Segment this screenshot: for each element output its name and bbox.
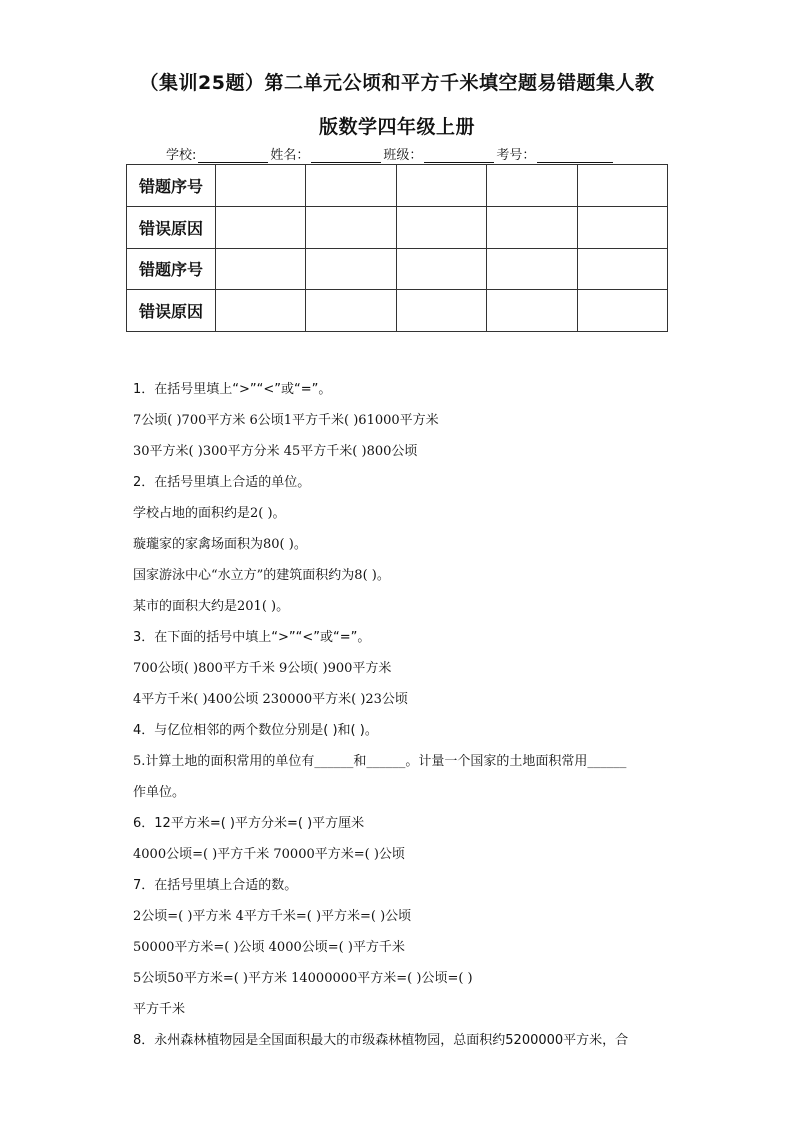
question-line: 2公顷=( )平方米 4平方千米=( )平方米=( )公顷 bbox=[133, 909, 412, 924]
row-label: 错题序号 bbox=[127, 248, 216, 290]
question-list bbox=[133, 374, 673, 1056]
question-line: 平方千米 bbox=[133, 1002, 186, 1017]
document-title-line-1: （集训25题）第二单元公顷和平方千米填空题易错题集人教 bbox=[139, 72, 655, 94]
table-cell[interactable] bbox=[487, 165, 577, 207]
table-cell[interactable] bbox=[396, 206, 486, 248]
table-row bbox=[127, 248, 668, 290]
question-heading: 3．在下面的括号中填上“>”“<”或“=”。 bbox=[133, 630, 371, 645]
name-label: 姓名： bbox=[270, 148, 310, 163]
student-info-row bbox=[166, 144, 615, 163]
question-line: 700公顷( )800平方千米 9公顷( )900平方米 bbox=[133, 661, 392, 676]
table-cell[interactable] bbox=[306, 290, 396, 332]
question-line: 7公顷( )700平方米 6公顷1平方千米( )61000平方米 bbox=[133, 413, 439, 428]
table-cell[interactable] bbox=[487, 206, 577, 248]
row-label: 错题序号 bbox=[127, 165, 216, 207]
question-line: 5公顷50平方米=( )平方米 14000000平方米=( )公顷=( ) bbox=[133, 971, 473, 986]
table-cell[interactable] bbox=[577, 165, 667, 207]
question-line: 作单位。 bbox=[133, 785, 186, 800]
row-label: 错误原因 bbox=[127, 290, 216, 332]
table-cell[interactable] bbox=[306, 206, 396, 248]
table-row bbox=[127, 290, 668, 332]
question-line: 璇瓏家的家禽场面积为80( )。 bbox=[133, 537, 307, 552]
table-cell[interactable] bbox=[577, 248, 667, 290]
table-cell[interactable] bbox=[487, 248, 577, 290]
row-label: 错误原因 bbox=[127, 206, 216, 248]
table-cell[interactable] bbox=[396, 248, 486, 290]
table-cell[interactable] bbox=[216, 248, 306, 290]
class-label: 班级： bbox=[383, 148, 423, 163]
table-row bbox=[127, 165, 668, 207]
question-heading: 8．永州森林植物园是全国面积最大的市级森林植物园，总面积约5200000平方米，合 bbox=[133, 1033, 629, 1048]
question-heading: 2．在括号里填上合适的单位。 bbox=[133, 475, 311, 490]
question-line: 30平方米( )300平方分米 45平方千米( )800公顷 bbox=[133, 444, 418, 459]
school-blank[interactable] bbox=[198, 148, 268, 163]
question-heading: 1．在括号里填上“>”“<”或“=”。 bbox=[133, 382, 332, 397]
table-cell[interactable] bbox=[577, 290, 667, 332]
question-line: 某市的面积大约是201( )。 bbox=[133, 599, 290, 614]
question-line: 50000平方米=( )公顷 4000公顷=( )平方千米 bbox=[133, 940, 405, 955]
question-line: 4平方千米( )400公顷 230000平方米( )23公顷 bbox=[133, 692, 408, 707]
table-cell[interactable] bbox=[306, 248, 396, 290]
table-cell[interactable] bbox=[306, 165, 396, 207]
table-cell[interactable] bbox=[487, 290, 577, 332]
table-cell[interactable] bbox=[577, 206, 667, 248]
table-cell[interactable] bbox=[216, 165, 306, 207]
table-row bbox=[127, 206, 668, 248]
question-line: 国家游泳中心“水立方”的建筑面积约为8( )。 bbox=[133, 568, 390, 583]
exam-number-blank[interactable] bbox=[537, 148, 613, 163]
question-heading: 6．12平方米=( )平方分米=( )平方厘米 bbox=[133, 816, 365, 831]
table-cell[interactable] bbox=[396, 165, 486, 207]
exam-number-label: 考号： bbox=[496, 148, 536, 163]
error-record-table bbox=[126, 164, 668, 332]
question-heading: 4．与亿位相邻的两个数位分别是( )和( )。 bbox=[133, 723, 378, 738]
question-heading: 5.计算土地的面积常用的单位有______和______。计量一个国家的土地面积常用______ bbox=[133, 754, 627, 769]
school-label: 学校: bbox=[166, 148, 197, 163]
question-heading: 7．在括号里填上合适的数。 bbox=[133, 878, 298, 893]
question-line: 学校占地的面积约是2( )。 bbox=[133, 506, 286, 521]
name-blank[interactable] bbox=[311, 148, 381, 163]
question-line: 4000公顷=( )平方千米 70000平方米=( )公顷 bbox=[133, 847, 405, 862]
table-cell[interactable] bbox=[216, 290, 306, 332]
table-cell[interactable] bbox=[396, 290, 486, 332]
document-title-line-2: 版数学四年级上册 bbox=[318, 116, 475, 138]
table-cell[interactable] bbox=[216, 206, 306, 248]
class-blank[interactable] bbox=[424, 148, 494, 163]
